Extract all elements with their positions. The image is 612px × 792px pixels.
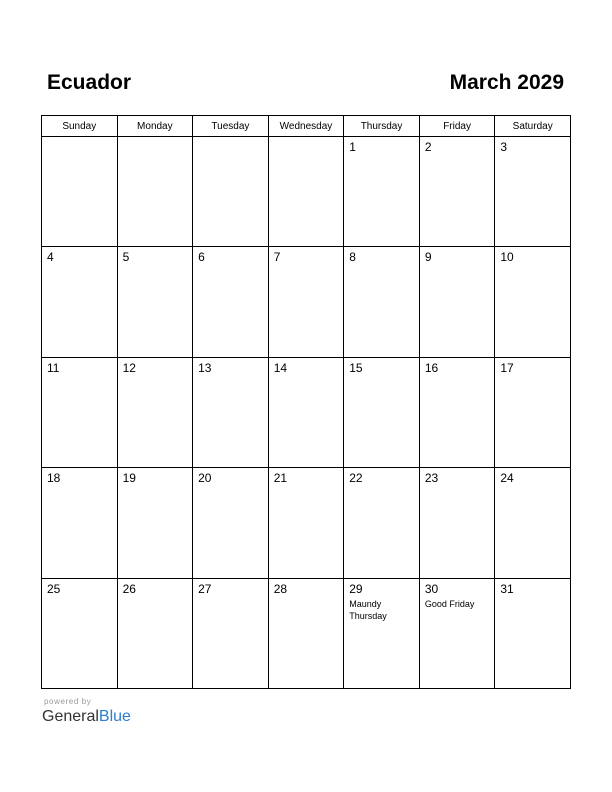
day-cell bbox=[419, 137, 495, 247]
day-number: 31 bbox=[500, 581, 514, 596]
day-cell bbox=[344, 357, 420, 467]
weekday-wednesday: Wednesday bbox=[268, 116, 344, 137]
country-title: Ecuador bbox=[47, 71, 132, 94]
brand-text-general: General bbox=[42, 708, 99, 725]
day-cell bbox=[268, 357, 344, 467]
weekday-friday: Friday bbox=[419, 116, 495, 137]
day-cell bbox=[344, 247, 420, 357]
day-number: 27 bbox=[198, 581, 212, 596]
day-number: 22 bbox=[349, 471, 363, 486]
day-number: 20 bbox=[198, 471, 212, 486]
weekday-thursday: Thursday bbox=[344, 116, 420, 137]
day-cell bbox=[193, 468, 269, 578]
day-number: 24 bbox=[500, 471, 514, 486]
day-cell bbox=[117, 247, 193, 357]
day-number bbox=[269, 137, 344, 141]
holiday-label: Maundy Thursday bbox=[349, 598, 387, 621]
day-number: 30 bbox=[424, 581, 439, 596]
day-number: 10 bbox=[500, 250, 514, 265]
week-row-2 bbox=[42, 247, 571, 357]
day-number: 18 bbox=[47, 471, 61, 486]
day-number bbox=[193, 137, 268, 141]
month-year-title: March 2029 bbox=[449, 71, 564, 94]
week-row-4 bbox=[42, 468, 571, 578]
day-cell bbox=[117, 578, 193, 688]
day-number: 12 bbox=[122, 360, 136, 375]
day-number: 9 bbox=[424, 250, 432, 265]
day-number: 5 bbox=[122, 250, 130, 265]
day-cell bbox=[117, 357, 193, 467]
day-cell bbox=[344, 468, 420, 578]
weekday-sunday: Sunday bbox=[42, 116, 118, 137]
day-number: 19 bbox=[122, 471, 136, 486]
day-cell bbox=[268, 468, 344, 578]
day-cell bbox=[495, 468, 571, 578]
day-number: 11 bbox=[47, 360, 60, 375]
day-cell bbox=[268, 578, 344, 688]
day-number: 1 bbox=[349, 140, 356, 154]
day-cell bbox=[193, 247, 269, 357]
day-cell bbox=[42, 468, 118, 578]
day-number: 25 bbox=[47, 581, 61, 596]
day-cell bbox=[495, 137, 571, 247]
day-cell bbox=[419, 578, 495, 688]
day-cell bbox=[117, 468, 193, 578]
day-cell bbox=[42, 137, 118, 247]
day-cell bbox=[42, 578, 118, 688]
day-cell bbox=[419, 247, 495, 357]
weekday-tuesday: Tuesday bbox=[193, 116, 269, 137]
calendar-grid bbox=[41, 115, 571, 689]
day-cell bbox=[193, 137, 269, 247]
day-cell bbox=[117, 137, 193, 247]
day-number: 3 bbox=[500, 140, 508, 154]
week-row-1 bbox=[42, 137, 571, 247]
day-cell bbox=[42, 357, 118, 467]
day-number: 21 bbox=[273, 471, 288, 486]
week-row-3 bbox=[42, 357, 571, 467]
day-cell bbox=[42, 247, 118, 357]
day-cell bbox=[495, 247, 571, 357]
day-cell bbox=[193, 357, 269, 467]
day-number: 23 bbox=[424, 471, 439, 486]
day-number: 7 bbox=[273, 250, 281, 265]
day-number: 17 bbox=[500, 360, 514, 375]
brand-text-blue: Blue bbox=[98, 708, 131, 725]
day-cell bbox=[344, 137, 420, 247]
generalblue-logo bbox=[42, 708, 131, 726]
day-number: 26 bbox=[122, 581, 136, 596]
day-number: 2 bbox=[424, 140, 432, 154]
day-cell bbox=[193, 578, 269, 688]
day-number: 8 bbox=[349, 250, 356, 265]
day-cell bbox=[268, 137, 344, 247]
day-cell bbox=[344, 578, 420, 688]
weekday-header-row bbox=[42, 116, 571, 137]
day-number bbox=[42, 137, 117, 141]
day-cell bbox=[419, 468, 495, 578]
day-cell bbox=[268, 247, 344, 357]
day-number: 4 bbox=[47, 250, 54, 265]
holiday-label: Good Friday bbox=[424, 598, 475, 609]
day-number: 28 bbox=[273, 581, 288, 596]
footer-branding bbox=[42, 697, 131, 726]
day-number: 16 bbox=[424, 360, 439, 375]
weekday-saturday: Saturday bbox=[495, 116, 571, 137]
powered-by-text: powered by bbox=[44, 697, 92, 706]
day-number: 15 bbox=[349, 360, 363, 375]
week-row-5 bbox=[42, 578, 571, 688]
day-number: 14 bbox=[273, 360, 288, 375]
day-number bbox=[118, 137, 193, 141]
day-number: 13 bbox=[198, 360, 212, 375]
day-cell bbox=[495, 357, 571, 467]
weekday-monday: Monday bbox=[117, 116, 193, 137]
day-number: 6 bbox=[198, 250, 205, 265]
day-cell bbox=[419, 357, 495, 467]
day-number: 29 bbox=[349, 581, 363, 596]
day-cell bbox=[495, 578, 571, 688]
